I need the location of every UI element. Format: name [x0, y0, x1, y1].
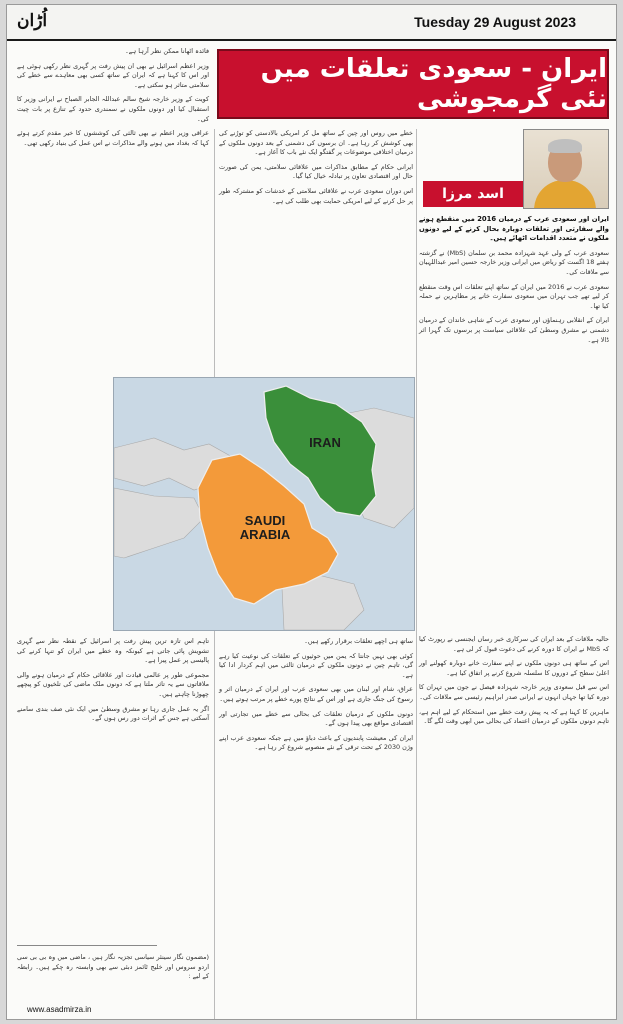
iran-saudi-map [113, 377, 415, 631]
author-photo [523, 129, 609, 209]
paragraph: اگر یہ عمل جاری رہا تو مشرق وسطیٰ میں ایک نئی صف بندی سامنے آسکتی ہے جس کے اثرات دور رس ہوں گے۔ [17, 704, 209, 723]
paragraph: کویت کے وزیر خارجہ شیخ سالم عبداللہ الجابر الصباح نے ایرانی وزیر کا استقبال کیا اور دونوں ملکوں نے سمندری حدود کے تنازع پر بات چیت کی۔ [17, 95, 209, 123]
author-photo-hair [548, 139, 582, 153]
author-note [17, 953, 209, 1001]
author-name: اسد مرزا [442, 186, 504, 202]
column-right-bottom [419, 635, 609, 1015]
map-label-saudi-arabia [220, 514, 310, 541]
paragraph: اس سے قبل سعودی وزیر خارجہ شہزادہ فیصل نے جون میں تہران کا دورہ کیا تھا جہاں انہوں نے ایرانی صدر ابراہیم رئیسی سے ملاقات کی۔ [419, 683, 609, 701]
map-graphic [114, 378, 414, 630]
issue-date: Tuesday 29 August 2023 [414, 14, 576, 30]
headline-banner [217, 49, 609, 119]
column-middle-top [219, 129, 413, 369]
paragraph: عراق، شام اور لبنان میں بھی سعودی عرب اور ایران کے درمیان اثر و رسوخ کی جنگ جاری ہے اور اس کے نتائج پورے خطے پر مرتب ہوتے ہیں۔ [219, 685, 413, 703]
paragraph: مجموعی طور پر عالمی قیادت اور علاقائی حکام کے درمیان ہونے والی ملاقاتوں سے یہ تاثر ملتا ہے کہ دونوں ملک ماضی کی تلخیوں کو پیچھے چھوڑنا چاہتے ہیں۔ [17, 670, 209, 698]
paragraph: اس دوران سعودی عرب نے علاقائی سلامتی کے خدشات کو مشترکہ طور پر حل کرنے کے لیے امریکی حمایت بھی طلب کی ہے۔ [219, 186, 413, 205]
author-note-text: (مضمون نگار سینئر سیاسی تجزیہ نگار ہیں ، ماضی میں وہ بی بی سی اردو سروس اور خلیج ٹائمز دبئی سے بھی وابستہ رہ چکے ہیں۔ رابطہ کے لیے : [17, 953, 209, 981]
paragraph: وزیر اعظم اسرائیل نے بھی ان پیش رفت پر گہری نظر رکھی ہوئی ہے اور اس کا کہنا ہے کہ ایران کے ساتھ کسی بھی معاہدے سے خطے کی سلامتی متاثر ہو سکتی ہے۔ [17, 61, 209, 89]
paragraph: حالیہ ملاقات کے بعد ایران کی سرکاری خبر رساں ایجنسی نے رپورٹ کیا کہ MbS نے ایران کا دورہ کرنے کی دعوت قبول کر لی ہے۔ [419, 635, 609, 653]
newspaper-logo: اُڑان [17, 11, 48, 31]
map-label-arabia-line: ARABIA [239, 526, 291, 542]
map-label-saudi-line: SAUDI [244, 513, 286, 528]
paragraph: دونوں ملکوں کے درمیان تعلقات کی بحالی سے خطے میں تجارتی اور اقتصادی مواقع بھی پیدا ہوں گے۔ [219, 709, 413, 728]
paragraph: کوئی بھی نہیں جانتا کہ یمن میں حوثیوں کے تعلقات کی نوعیت کیا رہے گی، تاہم چین نے دونوں ملکوں کے درمیان ثالثی میں اہم کردار ادا کیا ہے۔ [219, 651, 413, 679]
paragraph: ایران کی معیشت پابندیوں کے باعث دباؤ میں ہے جبکہ سعودی عرب اپنے وژن 2030 کے تحت ترقی کے نئے منصوبے شروع کر رہا ہے۔ [219, 733, 413, 752]
newspaper-page [6, 4, 617, 1020]
column-left-bottom [17, 637, 209, 937]
paragraph: ایران اور سعودی عرب کے درمیان 2016 میں منقطع ہونے والے سفارتی اور تعلقات دوبارہ بحال کرنے کے لیے دونوں ملکوں نے متعدد اقدامات اٹھائے ہیں۔ [419, 215, 610, 243]
author-photo-body [534, 180, 596, 209]
map-label-iran: IRAN [309, 435, 341, 450]
author-byline [423, 181, 523, 207]
column-middle-bottom [219, 637, 413, 1017]
paragraph: عراقی وزیر اعظم نے بھی ثالثی کی کوششوں کا خیر مقدم کرتے ہوئے کہا کہ بغداد میں ہونے والے مذاکرات نے اس عمل کی بنیاد رکھی تھی۔ [17, 129, 209, 147]
paragraph: ایرانی حکام کے مطابق مذاکرات میں علاقائی سلامتی، یمن کی صورت حال اور اقتصادی تعاون پر تبادلہ خیال کیا گیا۔ [219, 162, 413, 181]
paragraph: ایران کے انقلابی رہنماؤں اور سعودی عرب کے شاہی خاندان کے درمیان دشمنی نے مشرق وسطیٰ کی علاقائی سیاست پر برسوں تک گہرا اثر ڈالا ہے۔ [419, 316, 609, 344]
paragraph: ساتھ ہی اچھے تعلقات برقرار رکھے ہیں۔ [304, 637, 413, 645]
paragraph: ماہرین کا کہنا ہے کہ یہ پیش رفت خطے میں استحکام کے لیے اہم ہے، تاہم دونوں ملکوں کے درمیان اعتماد کی بحالی میں ابھی وقت لگے گا۔ [419, 707, 609, 726]
paragraph: خطے میں روس اور چین کے ساتھ مل کر امریکی بالادستی کو توڑنے کی بھی کوشش کر رہا ہے۔ ان برسوں کی دشمنی کے بعد دونوں ملکوں کے درمیان اختلافی موضوعات پر گفتگو ایک نئے باب کا آغاز ہے۔ [219, 129, 413, 157]
paragraph: سعودی عرب نے 2016 میں ایران کے ساتھ اپنے تعلقات اس وقت منقطع کر لیے تھے جب تہران میں سعودی سفارت خانے پر مظاہرین نے حملہ کیا تھا۔ [419, 282, 610, 310]
column-left-top [17, 47, 209, 371]
paragraph: اس کے ساتھ ہی دونوں ملکوں نے اپنے سفارت خانے دوبارہ کھولنے اور اعلیٰ سطح کے دوروں کا سلسلہ شروع کرنے پر اتفاق کیا ہے۔ [419, 659, 609, 677]
column-right-top [419, 215, 609, 615]
article-headline: ایران - سعودی تعلقات میں نئی گرمجوشی [260, 54, 607, 114]
column-divider [416, 129, 417, 1019]
author-website-link[interactable]: www.asadmirza.in [27, 1005, 92, 1014]
paragraph: سعودی عرب کے ولی عہد شہزادہ محمد بن سلمان (MbS) نے گزشتہ ہفتے 18 اگست کو ریاض میں ایرانی وزیر خارجہ حسین امیر عبداللہیان سے ملاقات کی۔ [419, 248, 609, 276]
paragraph: فائدہ اٹھانا ممکن نظر آرہا ہے۔ [124, 47, 209, 55]
masthead [7, 5, 616, 41]
footer-divider [17, 945, 157, 946]
paragraph: تاہم اس تازہ ترین پیش رفت پر اسرائیل کے نقطہ نظر سے گہری تشویش پائی جاتی ہے کیونکہ وہ خطے میں ایران کو تنہا کرنے کی پالیسی پر عمل پیرا ہے۔ [17, 637, 209, 665]
